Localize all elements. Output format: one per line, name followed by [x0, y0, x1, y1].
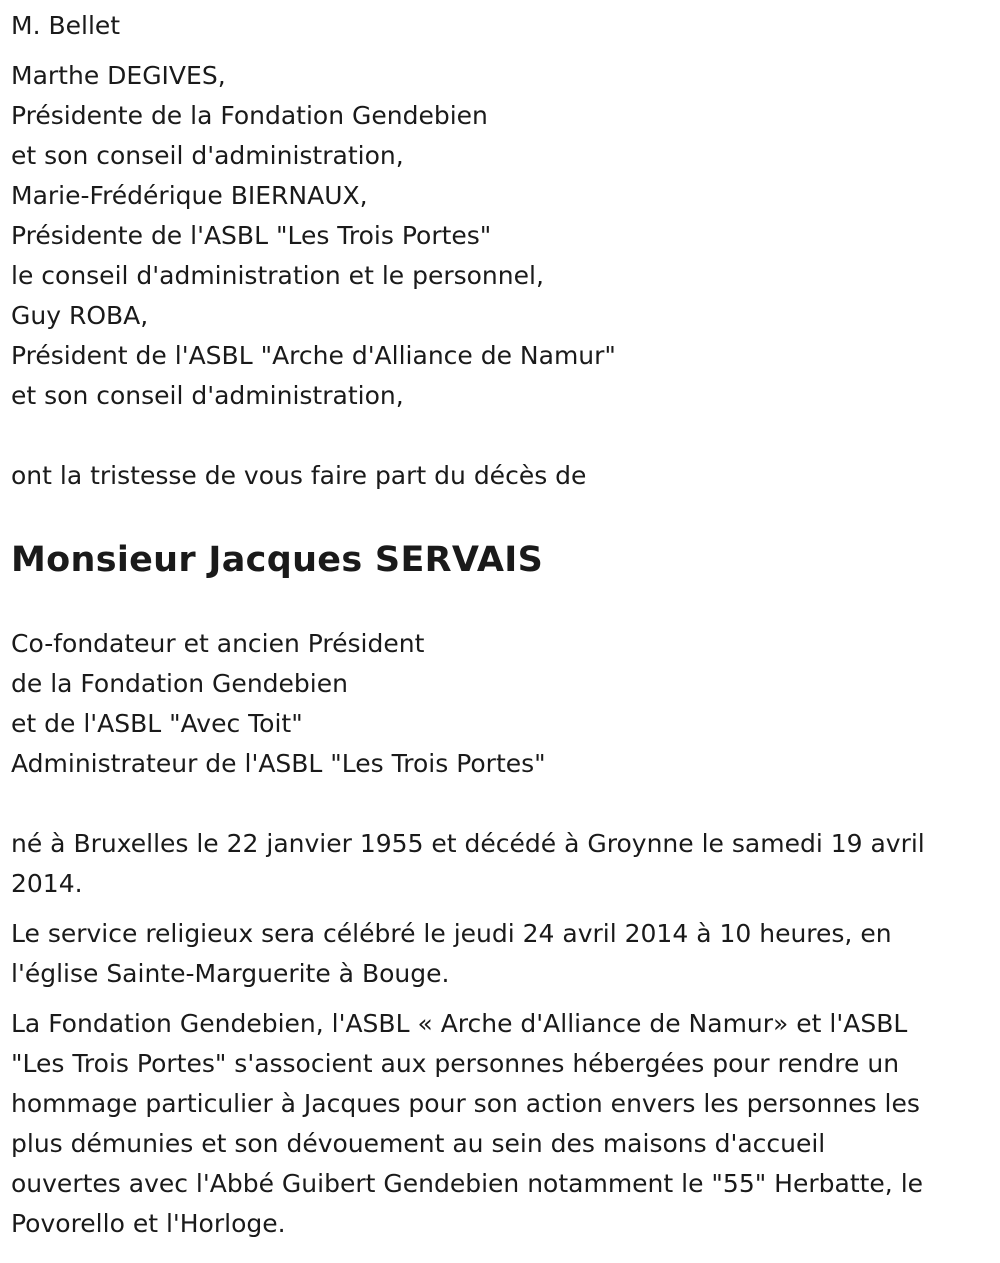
sender-line: Président de l'ASBL "Arche d'Alliance de Namur": [11, 341, 616, 370]
title-line: Administrateur de l'ASBL "Les Trois Portes": [11, 749, 546, 778]
sender-line: et son conseil d'administration,: [11, 381, 404, 410]
announcement-text: ont la tristesse de vous faire part du décès de: [11, 461, 587, 490]
tribute-line: Povorello et l'Horloge.: [11, 1209, 286, 1238]
tribute-line: ouvertes avec l'Abbé Guibert Gendebien notamment le "55" Herbatte, le: [11, 1169, 924, 1198]
birth-death-line: né à Bruxelles le 22 janvier 1955 et décédé à Groynne le samedi 19 avril: [11, 829, 925, 858]
title-line: Co-fondateur et ancien Président: [11, 629, 425, 658]
obituary-page: [0, 6, 1000, 1263]
title-line: et de l'ASBL "Avec Toit": [11, 709, 303, 738]
deceased-name-heading: Monsieur Jacques SERVAIS: [11, 540, 544, 580]
tribute-paragraph: [11, 1004, 986, 1244]
sender-line: Présidente de l'ASBL "Les Trois Portes": [11, 221, 492, 250]
sender-line: Marthe DEGIVES,: [11, 61, 226, 90]
birth-death-line: 2014.: [11, 869, 83, 898]
header-name-line: M. Bellet: [11, 11, 121, 40]
tribute-line: La Fondation Gendebien, l'ASBL « Arche d'Alliance de Namur» et l'ASBL: [11, 1009, 908, 1038]
birth-death-paragraph: [11, 824, 986, 904]
title-line: de la Fondation Gendebien: [11, 669, 348, 698]
tribute-line: hommage particulier à Jacques pour son action envers les personnes les: [11, 1089, 920, 1118]
senders-block: [11, 56, 986, 416]
titles-block: [11, 624, 986, 784]
sender-line: et son conseil d'administration,: [11, 141, 404, 170]
sender-line: le conseil d'administration et le personnel,: [11, 261, 544, 290]
tribute-line: plus démunies et son dévouement au sein des maisons d'accueil: [11, 1129, 826, 1158]
service-line: l'église Sainte-Marguerite à Bouge.: [11, 959, 450, 988]
service-paragraph: [11, 914, 986, 994]
tribute-line: "Les Trois Portes" s'associent aux personnes hébergées pour rendre un: [11, 1049, 900, 1078]
sender-line: Guy ROBA,: [11, 301, 149, 330]
sender-line: Présidente de la Fondation Gendebien: [11, 101, 488, 130]
sender-line: Marie-Frédérique BIERNAUX,: [11, 181, 368, 210]
service-line: Le service religieux sera célébré le jeudi 24 avril 2014 à 10 heures, en: [11, 919, 892, 948]
